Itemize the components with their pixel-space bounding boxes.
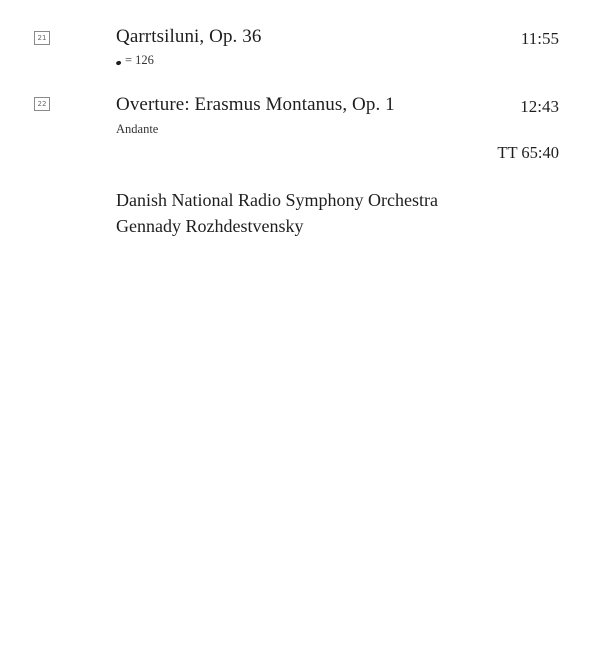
track-tempo-21 <box>116 53 154 68</box>
track-number-22: 22 <box>34 97 50 111</box>
track-title-21: Qarrtsiluni, Op. 36 <box>116 26 262 47</box>
track-title-22: Overture: Erasmus Montanus, Op. 1 <box>116 94 395 115</box>
orchestra-credit: Danish National Radio Symphony Orchestra <box>116 190 438 210</box>
total-time: TT 65:40 <box>497 143 559 162</box>
track-duration-21: 11:55 <box>520 29 559 48</box>
track-tempo-22: Andante <box>116 122 159 136</box>
dotted-quarter-note-icon <box>116 60 122 65</box>
track-duration-22: 12:43 <box>520 97 559 116</box>
track-number-21: 21 <box>34 31 50 45</box>
conductor-credit: Gennady Rozhdestvensky <box>116 216 304 236</box>
tempo-value: = 126 <box>125 53 154 67</box>
